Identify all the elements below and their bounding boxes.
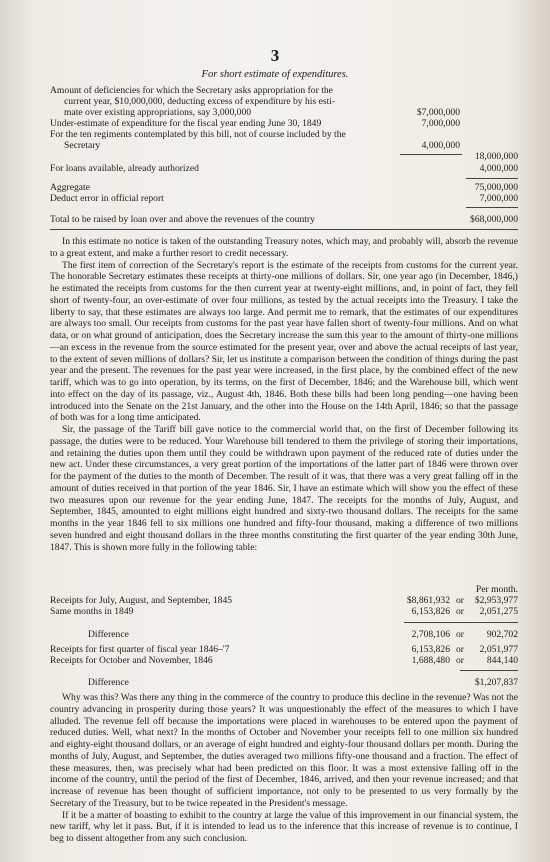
body-text-upper bbox=[50, 236, 518, 553]
first-quarter-per-month: 2,051,977 bbox=[479, 644, 518, 655]
difference-amount-1: 2,708,106 bbox=[411, 629, 450, 640]
deduct-amount: 7,000,000 bbox=[479, 193, 518, 204]
aggregate-rule bbox=[466, 178, 518, 179]
same-months-amount: 6,153,826 bbox=[411, 606, 450, 617]
difference-amount-2: $1,207,837 bbox=[474, 677, 518, 688]
first-quarter-label: Receipts for first quarter of fiscal year 1846–'7 bbox=[50, 644, 230, 655]
same-months-label: Same months in 1849 bbox=[50, 606, 134, 617]
or-word: or bbox=[456, 655, 464, 666]
oct-nov-amount: 1,688,480 bbox=[411, 655, 450, 666]
receipts-1845-amount: $8,861,932 bbox=[406, 595, 450, 606]
estimate-heading: For short estimate of expenditures. bbox=[201, 69, 349, 80]
subtotal-amount: 18,000,000 bbox=[474, 151, 518, 162]
paragraph-why-decline: Why was this? Was there any thing in the commerce of the country to produce this decline in the revenue? Was not the country advancing in prosperity during those years? It was unquestionably the effect of the measures to which I have alluded. The revenue fell off because the importations were placed in warehouses to be entered upon the payment of reduced duties. Well, what next? In the months of October and November your receipts fell to one million six hundred and eighty-eight thousand dollars, or an average of eight hundred and eighty-four thousand dollars per month. During the months of July, August, and September, the duties averaged two millions fifty-one thousand and a fraction. The effect of these measures, then, was precisely what had been predicted on this floor. It was a most extensive falling off in the income of the country, until the period of the first of December, 1846, arrived, and then your revenue increased; and that increase of revenue has been thought of sufficient importance, not only to be presented to us very formally by the Secretary of the Treasury, but to be twice repeated in the President's message. bbox=[50, 692, 518, 809]
per-month-header: Per month. bbox=[475, 584, 518, 595]
deficiency-amount: $7,000,000 bbox=[416, 107, 460, 118]
or-word: or bbox=[456, 595, 464, 606]
aggregate-amount: 75,000,000 bbox=[474, 182, 518, 193]
or-word: or bbox=[456, 629, 464, 640]
total-rule bbox=[466, 207, 518, 208]
aggregate-label: Aggregate bbox=[50, 182, 90, 193]
total-label: Total to be raised by loan over and above the revenues of the country bbox=[50, 214, 315, 225]
regiments-text-line2: Secretary bbox=[64, 140, 101, 151]
deficiency-text-line2: current year, $10,000,000, deducting excess of expenditure by his esti- bbox=[64, 96, 336, 107]
difference-label-1: Difference bbox=[88, 629, 129, 640]
same-months-per-month: 2,051,275 bbox=[479, 606, 518, 617]
under-estimate-amount: 7,000,000 bbox=[421, 118, 460, 129]
paragraph-customs-estimate: The first item of correction of the Secretary's report is the estimate of the receipts from customs for the current year. The honorable Secretary estimates these receipts at thirty-one millions of dollars. Sir, one year ago (in December, 1846,) he estimated the receipts from customs for the then current year at twenty-eight millions, and, in point of fact, they fell short of twenty-four, an over-estimate of over four millions, as tested by the actual receipts into the Treasury. I take the liberty to say, that these estimates are always too large. And permit me to remark, that the estimates of our expenditures are always too small. Our receipts from customs for the past year have fallen short of twenty-four millions. And on what data, or on what ground of anticipation, does the Secretary increase the sum this year to the amount of thirty-one millions—an excess in the revenue from the source estimated for the present year, over and above the actual receipts of last year, to the extent of seven millions of dollars? Sir, let us institute a comparison between the condition of things during the past year and the present. The revenues for the past year were increased, in the first place, by the combined effect of the new tariff, which was to go into operation, by its terms, on the first of December, 1846; and the Warehouse bill, which went into effect on the day of its passage, viz., August 4th, 1846. Both these bills had been long pending—one having been introduced into the Senate on the 21st January, and the other into the House on the 14th April, 1846; so that the passage of both was for a long time anticipated. bbox=[50, 259, 518, 424]
difference-rule-2 bbox=[460, 670, 518, 671]
body-text-lower bbox=[50, 692, 518, 845]
or-word: or bbox=[456, 644, 464, 655]
receipts-1845-label: Receipts for July, August, and September, 1845 bbox=[50, 595, 233, 606]
deduct-label: Deduct error in official report bbox=[50, 193, 164, 204]
oct-nov-label: Receipts for October and November, 1846 bbox=[50, 655, 213, 666]
regiments-text-line1: For the ten regiments contemplated by this bill, not of course included by the bbox=[50, 129, 346, 140]
regiments-amount: 4,000,000 bbox=[421, 140, 460, 151]
difference-per-month-1: 902,702 bbox=[486, 629, 518, 640]
difference-rule-1 bbox=[404, 622, 518, 623]
page-number: 3 bbox=[270, 46, 280, 65]
first-quarter-amount: 6,153,826 bbox=[411, 644, 450, 655]
difference-label-2: Difference bbox=[88, 677, 129, 688]
receipts-1845-per-month: $2,953,977 bbox=[474, 595, 518, 606]
deficiency-text-line3: mate over existing appropriations, say 3,000,000 bbox=[64, 107, 252, 118]
loans-amount: 4,000,000 bbox=[479, 163, 518, 174]
oct-nov-per-month: 844,140 bbox=[486, 655, 518, 666]
table-bottom-rule bbox=[50, 229, 518, 230]
paragraph-treasury-notes: In this estimate no notice is taken of the outstanding Treasury notes, which may, and probably will, absorb the revenue to a great extent, and make a further resort to credit necessary. bbox=[50, 236, 518, 259]
under-estimate-label: Under-estimate of expenditure for the fiscal year ending June 30, 1849 bbox=[50, 118, 322, 129]
paragraph-tariff-bill: Sir, the passage of the Tariff bill gave notice to the commercial world that, on the first of December following its passage, the duties were to be reduced. Your Warehouse bill tendered to them the privilege of storing their importations, and retaining the duties upon them until they could be withdrawn upon payment of the reduced rate of duties under the new act. Under these circumstances, a very great portion of the importations of the latter part of 1846 were thrown over for the payment of the duties to the month of December. The result of it was, that there was a very great falling off in the amount of duties received in that portion of the year 1846. Sir, I have an estimate which will show you the effect of these two measures upon our revenue for the year ending June, 1847. The receipts for the months of July, August, and September, 1845, amounted to eight millions eight hundred and sixty-two thousand dollars. The receipts for the same months in the year 1846 fell to six millions one hundred and fifty-four thousand, making a difference of two millions seven hundred and eight thousand dollars in the three months constituting the first quarter of the year ending 30th June, 1847. This is shown more fully in the following table: bbox=[50, 424, 518, 553]
paragraph-boasting: If it be a matter of boasting to exhibit to the country at large the value of this improvement in our financial system, the new tariff, why let it pass. But, if it is intended to lead us to the inference that this increase of revenue is to continue, I beg to dissent altogether from any such conclusion. bbox=[50, 809, 518, 844]
total-amount: $68,000,000 bbox=[470, 214, 518, 225]
or-word: or bbox=[456, 606, 464, 617]
loans-label: For loans available, already authorized bbox=[50, 163, 199, 174]
deficiency-text-line1: Amount of deficiencies for which the Secretary asks appropriation for the bbox=[50, 85, 333, 96]
